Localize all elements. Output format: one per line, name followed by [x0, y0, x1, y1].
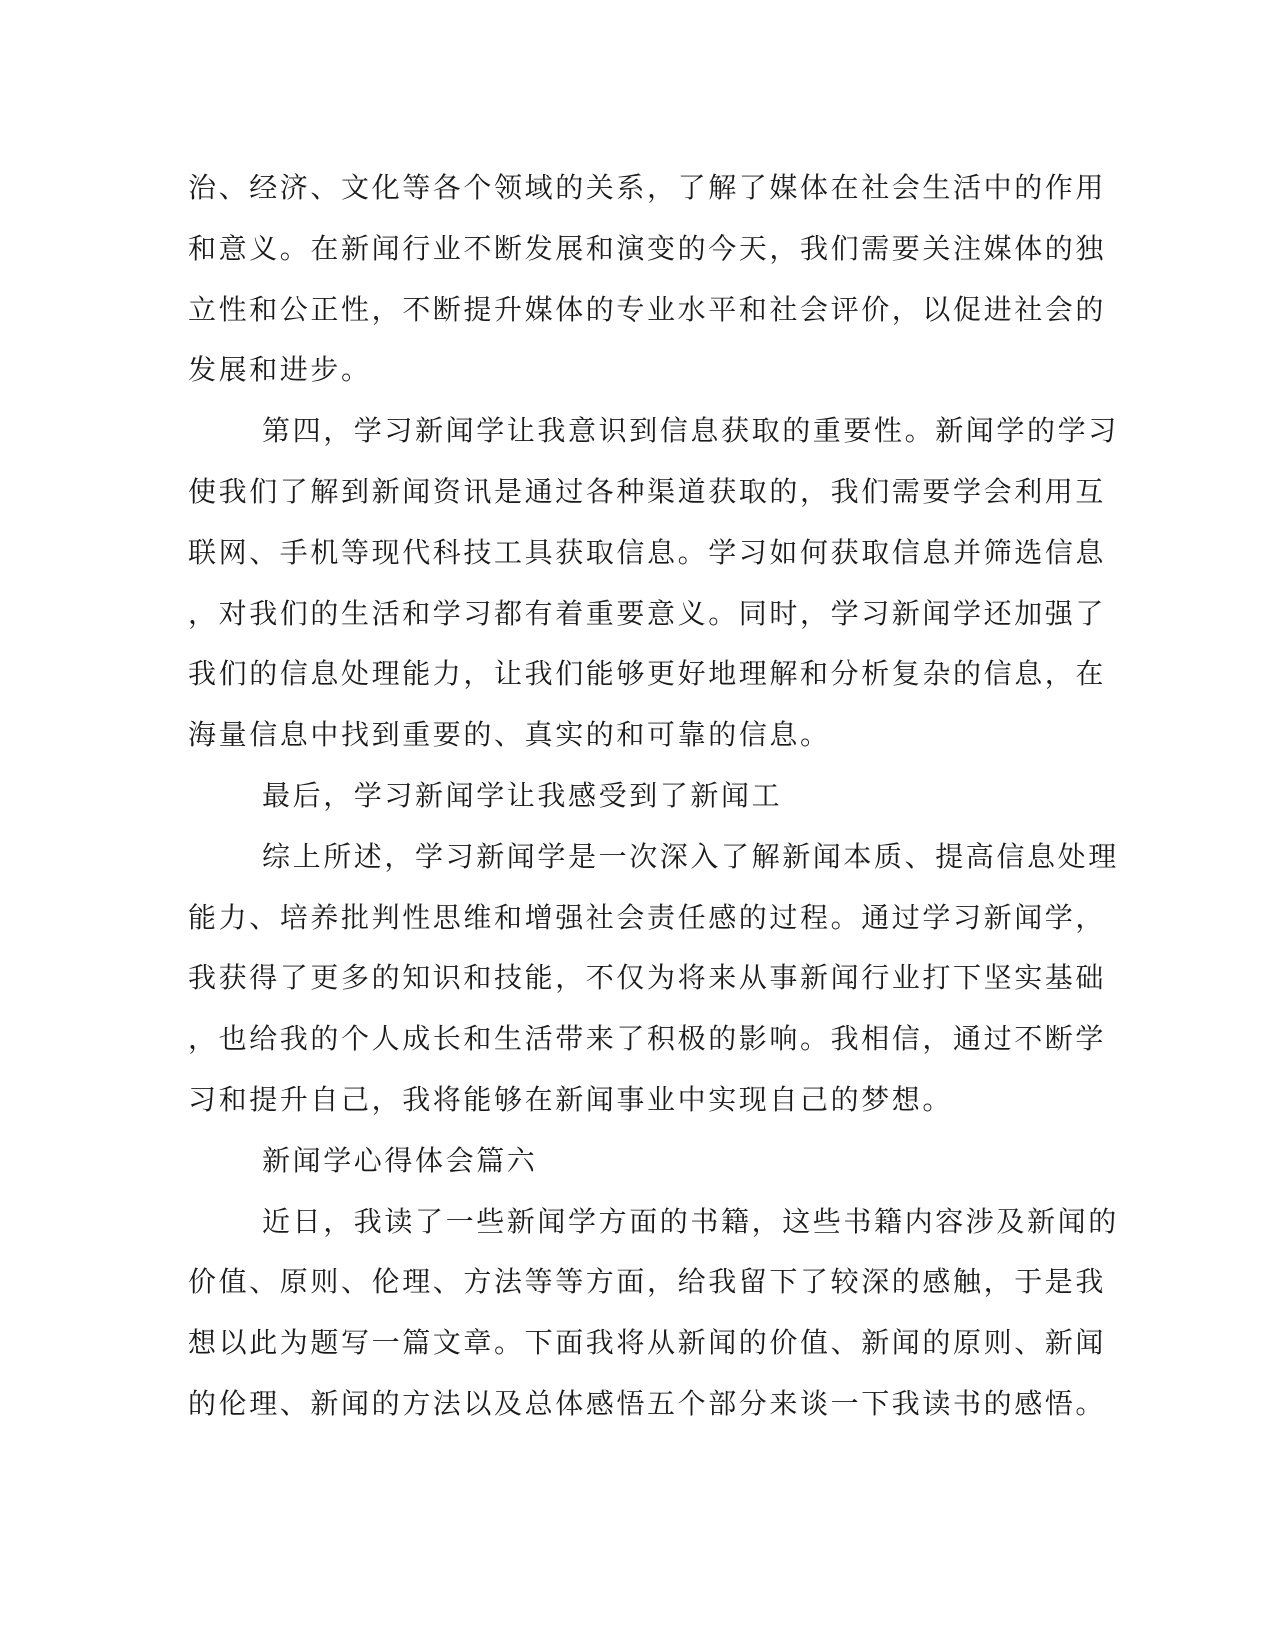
text-line: ，对我们的生活和学习都有着重要意义。同时，学习新闻学还加强了 — [188, 596, 1107, 630]
text-line: 能力、培养批判性思维和增强社会责任感的过程。通过学习新闻学， — [188, 900, 1107, 934]
text-line: 治、经济、文化等各个领域的关系，了解了媒体在社会生活中的作用 — [188, 171, 1107, 204]
text-line: 立性和公正性，不断提升媒体的专业水平和社会评价，以促进社会的 — [188, 292, 1107, 326]
text-line: 和意义。在新闻行业不断发展和演变的今天，我们需要关注媒体的独 — [188, 231, 1107, 265]
text-line: 的伦理、新闻的方法以及总体感悟五个部分来谈一下我读书的感悟。 — [188, 1386, 1107, 1420]
text-line: 联网、手机等现代科技工具获取信息。学习如何获取信息并筛选信息 — [188, 535, 1107, 569]
text-line: 发展和进步。 — [188, 353, 372, 387]
paragraph-first-line: 近日，我读了一些新闻学方面的书籍，这些书籍内容涉及新闻的 — [262, 1204, 1119, 1238]
paragraph-first-line: 最后，学习新闻学让我感受到了新闻工 — [262, 778, 783, 812]
paragraph-first-line: 第四，学习新闻学让我意识到信息获取的重要性。新闻学的学习 — [262, 414, 1119, 448]
text-line: 想以此为题写一篇文章。下面我将从新闻的价值、新闻的原则、新闻 — [188, 1326, 1107, 1360]
section-heading: 新闻学心得体会篇六 — [262, 1143, 538, 1177]
text-line: 我获得了更多的知识和技能，不仅为将来从事新闻行业打下坚实基础 — [188, 961, 1107, 995]
text-line: 海量信息中找到重要的、真实的和可靠的信息。 — [188, 718, 831, 752]
paragraph-first-line: 综上所述，学习新闻学是一次深入了解新闻本质、提高信息处理 — [262, 839, 1119, 873]
text-line: 习和提升自己，我将能够在新闻事业中实现自己的梦想。 — [188, 1082, 954, 1116]
text-line: ，也给我的个人成长和生活带来了积极的影响。我相信，通过不断学 — [188, 1022, 1107, 1056]
text-line: 价值、原则、伦理、方法等等方面，给我留下了较深的感触，于是我 — [188, 1265, 1107, 1299]
text-line: 使我们了解到新闻资讯是通过各种渠道获取的，我们需要学会利用互 — [188, 474, 1107, 508]
text-line: 我们的信息处理能力，让我们能够更好地理解和分析复杂的信息，在 — [188, 657, 1107, 691]
body-text — [188, 158, 1119, 1435]
